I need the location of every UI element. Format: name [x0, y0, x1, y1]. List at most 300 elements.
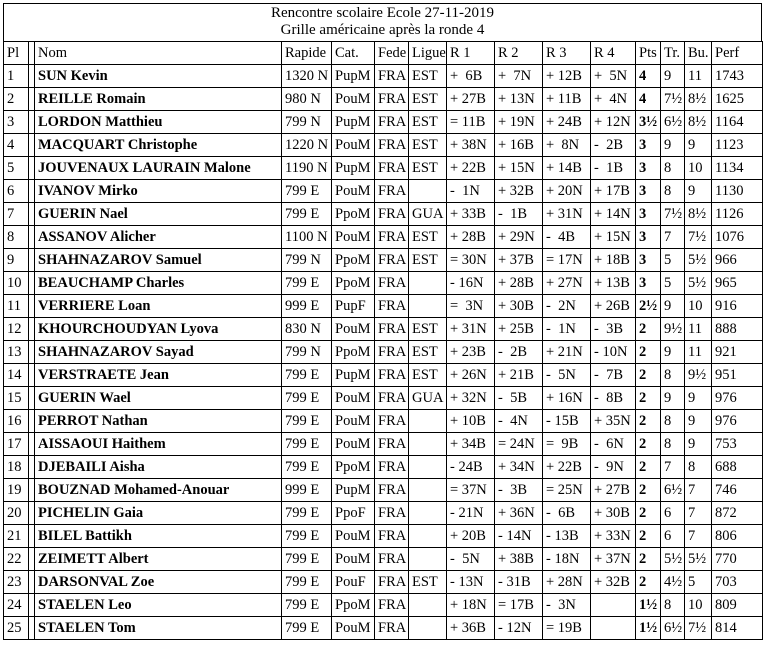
- place-cell: 2: [4, 88, 29, 111]
- round-3-cell: = 25N: [543, 479, 591, 502]
- federation-cell: FRA: [375, 387, 409, 410]
- round-4-cell: + 15N: [591, 226, 636, 249]
- category-cell: PouM: [332, 525, 375, 548]
- round-4-cell: - 6N: [591, 433, 636, 456]
- league-cell: [409, 548, 447, 571]
- performance-cell: 1743: [712, 65, 763, 88]
- name-cell: AISSAOUI Haithem: [35, 433, 282, 456]
- round-3-cell: + 27N: [543, 272, 591, 295]
- name-cell: PERROT Nathan: [35, 410, 282, 433]
- table-row: [4, 157, 763, 180]
- league-cell: [409, 594, 447, 617]
- league-cell: EST: [409, 226, 447, 249]
- round-2-cell: + 7N: [495, 65, 543, 88]
- league-cell: GUA: [409, 203, 447, 226]
- round-4-cell: + 18B: [591, 249, 636, 272]
- round-3-cell: - 6B: [543, 502, 591, 525]
- points-cell: 3: [636, 134, 661, 157]
- table-row: [4, 502, 763, 525]
- tiebreak-cell: 5: [661, 272, 685, 295]
- rapide-cell: 1320 N: [282, 65, 332, 88]
- rapide-cell: 799 N: [282, 341, 332, 364]
- rapide-cell: 799 E: [282, 502, 332, 525]
- round-1-cell: + 34B: [447, 433, 495, 456]
- performance-cell: 921: [712, 341, 763, 364]
- table-row: [4, 571, 763, 594]
- round-4-cell: - 10N: [591, 341, 636, 364]
- standings-document: [3, 3, 762, 640]
- buchholz-cell: 11: [685, 65, 712, 88]
- round-4-cell: + 12N: [591, 111, 636, 134]
- round-3-cell: - 15B: [543, 410, 591, 433]
- federation-cell: FRA: [375, 318, 409, 341]
- rapide-cell: 799 E: [282, 456, 332, 479]
- round-1-cell: - 24B: [447, 456, 495, 479]
- buchholz-cell: 8½: [685, 203, 712, 226]
- name-cell: SHAHNAZAROV Samuel: [35, 249, 282, 272]
- table-row: [4, 249, 763, 272]
- round-4-cell: + 5N: [591, 65, 636, 88]
- round-1-cell: = 30N: [447, 249, 495, 272]
- round-3-cell: - 13B: [543, 525, 591, 548]
- name-cell: BOUZNAD Mohamed-Anouar: [35, 479, 282, 502]
- round-1-cell: + 26N: [447, 364, 495, 387]
- buchholz-cell: 8: [685, 456, 712, 479]
- federation-cell: FRA: [375, 433, 409, 456]
- round-4-cell: + 26B: [591, 295, 636, 318]
- round-3-cell: + 28N: [543, 571, 591, 594]
- league-cell: EST: [409, 157, 447, 180]
- place-cell: 1: [4, 65, 29, 88]
- category-cell: PouM: [332, 318, 375, 341]
- table-row: [4, 410, 763, 433]
- tiebreak-cell: 9: [661, 134, 685, 157]
- points-cell: 2: [636, 433, 661, 456]
- round-1-cell: + 6B: [447, 65, 495, 88]
- round-1-cell: - 13N: [447, 571, 495, 594]
- league-cell: GUA: [409, 387, 447, 410]
- federation-cell: FRA: [375, 65, 409, 88]
- buchholz-cell: 10: [685, 157, 712, 180]
- col-header-name: Nom: [35, 42, 282, 65]
- league-cell: EST: [409, 111, 447, 134]
- points-cell: 4: [636, 65, 661, 88]
- performance-cell: 703: [712, 571, 763, 594]
- table-row: [4, 226, 763, 249]
- round-2-cell: + 38B: [495, 548, 543, 571]
- league-cell: EST: [409, 364, 447, 387]
- round-1-cell: + 36B: [447, 617, 495, 640]
- federation-cell: FRA: [375, 341, 409, 364]
- category-cell: PpoM: [332, 272, 375, 295]
- round-3-cell: - 3N: [543, 594, 591, 617]
- name-cell: STAELEN Tom: [35, 617, 282, 640]
- round-1-cell: + 28B: [447, 226, 495, 249]
- round-4-cell: + 14N: [591, 203, 636, 226]
- round-3-cell: - 5N: [543, 364, 591, 387]
- round-2-cell: - 2B: [495, 341, 543, 364]
- points-cell: 3: [636, 157, 661, 180]
- round-1-cell: + 32N: [447, 387, 495, 410]
- buchholz-cell: 7½: [685, 617, 712, 640]
- league-cell: EST: [409, 249, 447, 272]
- rapide-cell: 799 E: [282, 410, 332, 433]
- rapide-cell: 799 E: [282, 594, 332, 617]
- buchholz-cell: 5½: [685, 272, 712, 295]
- round-2-cell: + 36N: [495, 502, 543, 525]
- table-row: [4, 433, 763, 456]
- category-cell: PpoM: [332, 341, 375, 364]
- tiebreak-cell: 8: [661, 594, 685, 617]
- tiebreak-cell: 7½: [661, 203, 685, 226]
- points-cell: 3: [636, 203, 661, 226]
- table-row: [4, 548, 763, 571]
- col-header-federation: Fede: [375, 42, 409, 65]
- round-3-cell: - 18N: [543, 548, 591, 571]
- round-1-cell: - 21N: [447, 502, 495, 525]
- buchholz-cell: 7: [685, 502, 712, 525]
- points-cell: 3: [636, 180, 661, 203]
- performance-cell: 809: [712, 594, 763, 617]
- category-cell: PpoM: [332, 203, 375, 226]
- col-header-tiebreak: Tr.: [661, 42, 685, 65]
- performance-cell: 753: [712, 433, 763, 456]
- name-cell: STAELEN Leo: [35, 594, 282, 617]
- round-4-cell: [591, 617, 636, 640]
- league-cell: [409, 525, 447, 548]
- col-header-round-4: R 4: [591, 42, 636, 65]
- name-cell: IVANOV Mirko: [35, 180, 282, 203]
- place-cell: 24: [4, 594, 29, 617]
- points-cell: 2: [636, 410, 661, 433]
- round-4-cell: + 17B: [591, 180, 636, 203]
- place-cell: 18: [4, 456, 29, 479]
- name-cell: DARSONVAL Zoe: [35, 571, 282, 594]
- federation-cell: FRA: [375, 249, 409, 272]
- performance-cell: 814: [712, 617, 763, 640]
- round-4-cell: + 33N: [591, 525, 636, 548]
- col-header-buchholz: Bu.: [685, 42, 712, 65]
- federation-cell: FRA: [375, 364, 409, 387]
- federation-cell: FRA: [375, 548, 409, 571]
- league-cell: EST: [409, 65, 447, 88]
- federation-cell: FRA: [375, 617, 409, 640]
- tiebreak-cell: 6: [661, 525, 685, 548]
- round-3-cell: + 31N: [543, 203, 591, 226]
- category-cell: PouF: [332, 571, 375, 594]
- performance-cell: 688: [712, 456, 763, 479]
- federation-cell: FRA: [375, 456, 409, 479]
- buchholz-cell: 9½: [685, 364, 712, 387]
- federation-cell: FRA: [375, 525, 409, 548]
- league-cell: [409, 502, 447, 525]
- table-row: [4, 272, 763, 295]
- table-row: [4, 318, 763, 341]
- category-cell: PouM: [332, 226, 375, 249]
- federation-cell: FRA: [375, 88, 409, 111]
- table-row: [4, 525, 763, 548]
- round-1-cell: + 31N: [447, 318, 495, 341]
- rapide-cell: 799 E: [282, 387, 332, 410]
- federation-cell: FRA: [375, 180, 409, 203]
- round-3-cell: = 17N: [543, 249, 591, 272]
- name-cell: ZEIMETT Albert: [35, 548, 282, 571]
- points-cell: 2: [636, 548, 661, 571]
- round-2-cell: + 29N: [495, 226, 543, 249]
- performance-cell: 770: [712, 548, 763, 571]
- round-4-cell: + 13B: [591, 272, 636, 295]
- place-cell: 10: [4, 272, 29, 295]
- performance-cell: 746: [712, 479, 763, 502]
- buchholz-cell: 8½: [685, 111, 712, 134]
- rapide-cell: 799 E: [282, 433, 332, 456]
- category-cell: PupM: [332, 364, 375, 387]
- place-cell: 13: [4, 341, 29, 364]
- round-2-cell: - 3B: [495, 479, 543, 502]
- points-cell: 2: [636, 571, 661, 594]
- document-title: [3, 3, 762, 41]
- points-cell: 2: [636, 364, 661, 387]
- league-cell: EST: [409, 134, 447, 157]
- col-header-round-2: R 2: [495, 42, 543, 65]
- round-1-cell: = 37N: [447, 479, 495, 502]
- league-cell: [409, 617, 447, 640]
- points-cell: 2: [636, 387, 661, 410]
- rapide-cell: 799 E: [282, 571, 332, 594]
- round-4-cell: + 4N: [591, 88, 636, 111]
- points-cell: 3: [636, 249, 661, 272]
- table-row: [4, 111, 763, 134]
- points-cell: 3: [636, 226, 661, 249]
- round-3-cell: + 21N: [543, 341, 591, 364]
- col-header-round-3: R 3: [543, 42, 591, 65]
- name-cell: VERRIERE Loan: [35, 295, 282, 318]
- tiebreak-cell: 4½: [661, 571, 685, 594]
- performance-cell: 976: [712, 410, 763, 433]
- round-2-cell: - 4N: [495, 410, 543, 433]
- federation-cell: FRA: [375, 479, 409, 502]
- name-cell: KHOURCHOUDYAN Lyova: [35, 318, 282, 341]
- round-2-cell: + 34N: [495, 456, 543, 479]
- points-cell: 3½: [636, 111, 661, 134]
- table-row: [4, 387, 763, 410]
- round-2-cell: + 30B: [495, 295, 543, 318]
- name-cell: LORDON Matthieu: [35, 111, 282, 134]
- rapide-cell: 799 N: [282, 249, 332, 272]
- league-cell: [409, 272, 447, 295]
- league-cell: [409, 295, 447, 318]
- round-2-cell: = 24N: [495, 433, 543, 456]
- category-cell: PouM: [332, 180, 375, 203]
- name-cell: REILLE Romain: [35, 88, 282, 111]
- round-2-cell: + 28B: [495, 272, 543, 295]
- name-cell: SUN Kevin: [35, 65, 282, 88]
- category-cell: PpoM: [332, 249, 375, 272]
- name-cell: SHAHNAZAROV Sayad: [35, 341, 282, 364]
- round-4-cell: - 1B: [591, 157, 636, 180]
- round-4-cell: + 27B: [591, 479, 636, 502]
- federation-cell: FRA: [375, 272, 409, 295]
- buchholz-cell: 10: [685, 594, 712, 617]
- col-header-performance: Perf: [712, 42, 763, 65]
- round-2-cell: + 37B: [495, 249, 543, 272]
- buchholz-cell: 7: [685, 479, 712, 502]
- place-cell: 21: [4, 525, 29, 548]
- category-cell: PouM: [332, 88, 375, 111]
- federation-cell: FRA: [375, 502, 409, 525]
- rapide-cell: 1100 N: [282, 226, 332, 249]
- round-3-cell: = 9B: [543, 433, 591, 456]
- buchholz-cell: 7: [685, 525, 712, 548]
- table-row: [4, 364, 763, 387]
- round-3-cell: - 2N: [543, 295, 591, 318]
- performance-cell: 1130: [712, 180, 763, 203]
- federation-cell: FRA: [375, 111, 409, 134]
- name-cell: BEAUCHAMP Charles: [35, 272, 282, 295]
- round-2-cell: = 17B: [495, 594, 543, 617]
- tiebreak-cell: 9: [661, 387, 685, 410]
- place-cell: 12: [4, 318, 29, 341]
- round-2-cell: + 13N: [495, 88, 543, 111]
- buchholz-cell: 10: [685, 295, 712, 318]
- points-cell: 1½: [636, 594, 661, 617]
- round-2-cell: - 12N: [495, 617, 543, 640]
- federation-cell: FRA: [375, 203, 409, 226]
- place-cell: 25: [4, 617, 29, 640]
- category-cell: PpoM: [332, 594, 375, 617]
- place-cell: 22: [4, 548, 29, 571]
- tiebreak-cell: 8: [661, 433, 685, 456]
- round-4-cell: - 8B: [591, 387, 636, 410]
- league-cell: EST: [409, 571, 447, 594]
- round-1-cell: = 3N: [447, 295, 495, 318]
- tiebreak-cell: 8: [661, 410, 685, 433]
- place-cell: 7: [4, 203, 29, 226]
- league-cell: [409, 180, 447, 203]
- category-cell: PouM: [332, 433, 375, 456]
- round-3-cell: + 22B: [543, 456, 591, 479]
- round-3-cell: = 19B: [543, 617, 591, 640]
- rapide-cell: 980 N: [282, 88, 332, 111]
- name-cell: JOUVENAUX LAURAIN Malone: [35, 157, 282, 180]
- points-cell: 2: [636, 502, 661, 525]
- name-cell: BILEL Battikh: [35, 525, 282, 548]
- round-3-cell: - 1N: [543, 318, 591, 341]
- round-3-cell: + 16N: [543, 387, 591, 410]
- buchholz-cell: 11: [685, 318, 712, 341]
- place-cell: 3: [4, 111, 29, 134]
- tiebreak-cell: 7: [661, 456, 685, 479]
- rapide-cell: 799 E: [282, 272, 332, 295]
- table-row: [4, 456, 763, 479]
- federation-cell: FRA: [375, 594, 409, 617]
- round-3-cell: + 14B: [543, 157, 591, 180]
- round-3-cell: + 20N: [543, 180, 591, 203]
- points-cell: 3: [636, 272, 661, 295]
- name-cell: ASSANOV Alicher: [35, 226, 282, 249]
- rapide-cell: 799 E: [282, 525, 332, 548]
- place-cell: 15: [4, 387, 29, 410]
- round-3-cell: + 11B: [543, 88, 591, 111]
- round-1-cell: - 5N: [447, 548, 495, 571]
- federation-cell: FRA: [375, 134, 409, 157]
- rapide-cell: 799 E: [282, 364, 332, 387]
- league-cell: [409, 456, 447, 479]
- rapide-cell: 1190 N: [282, 157, 332, 180]
- tiebreak-cell: 6½: [661, 479, 685, 502]
- performance-cell: 965: [712, 272, 763, 295]
- round-1-cell: + 38N: [447, 134, 495, 157]
- league-cell: EST: [409, 88, 447, 111]
- rapide-cell: 830 N: [282, 318, 332, 341]
- round-4-cell: + 32B: [591, 571, 636, 594]
- tiebreak-cell: 8: [661, 157, 685, 180]
- table-row: [4, 88, 763, 111]
- round-1-cell: + 22B: [447, 157, 495, 180]
- table-row: [4, 594, 763, 617]
- points-cell: 2: [636, 456, 661, 479]
- category-cell: PouM: [332, 387, 375, 410]
- round-2-cell: + 19N: [495, 111, 543, 134]
- category-cell: PpoM: [332, 456, 375, 479]
- round-1-cell: + 10B: [447, 410, 495, 433]
- place-cell: 11: [4, 295, 29, 318]
- round-1-cell: + 27B: [447, 88, 495, 111]
- title-line-event: Rencontre scolaire Ecole 27-11-2019: [270, 5, 495, 21]
- table-body: [4, 65, 763, 640]
- tiebreak-cell: 9: [661, 65, 685, 88]
- table-row: [4, 134, 763, 157]
- round-2-cell: + 15N: [495, 157, 543, 180]
- points-cell: 2: [636, 525, 661, 548]
- round-4-cell: - 2B: [591, 134, 636, 157]
- federation-cell: FRA: [375, 571, 409, 594]
- performance-cell: 976: [712, 387, 763, 410]
- buchholz-cell: 8½: [685, 88, 712, 111]
- round-2-cell: + 16B: [495, 134, 543, 157]
- round-3-cell: + 24B: [543, 111, 591, 134]
- col-header-place: Pl: [4, 42, 29, 65]
- table-row: [4, 341, 763, 364]
- tiebreak-cell: 7½: [661, 88, 685, 111]
- place-cell: 20: [4, 502, 29, 525]
- performance-cell: 1076: [712, 226, 763, 249]
- buchholz-cell: 9: [685, 180, 712, 203]
- category-cell: PouM: [332, 548, 375, 571]
- federation-cell: FRA: [375, 410, 409, 433]
- rapide-cell: 999 E: [282, 295, 332, 318]
- league-cell: [409, 410, 447, 433]
- name-cell: PICHELIN Gaia: [35, 502, 282, 525]
- buchholz-cell: 9: [685, 134, 712, 157]
- tiebreak-cell: 8: [661, 180, 685, 203]
- col-header-round-1: R 1: [447, 42, 495, 65]
- round-4-cell: + 35N: [591, 410, 636, 433]
- tiebreak-cell: 6½: [661, 617, 685, 640]
- rapide-cell: 799 N: [282, 111, 332, 134]
- title-line-grid: Grille américaine après la ronde 4: [280, 22, 485, 38]
- rapide-cell: 1220 N: [282, 134, 332, 157]
- points-cell: 4: [636, 88, 661, 111]
- round-4-cell: - 7B: [591, 364, 636, 387]
- performance-cell: 1123: [712, 134, 763, 157]
- performance-cell: 1134: [712, 157, 763, 180]
- performance-cell: 951: [712, 364, 763, 387]
- federation-cell: FRA: [375, 295, 409, 318]
- table-row: [4, 617, 763, 640]
- category-cell: PouM: [332, 617, 375, 640]
- buchholz-cell: 7½: [685, 226, 712, 249]
